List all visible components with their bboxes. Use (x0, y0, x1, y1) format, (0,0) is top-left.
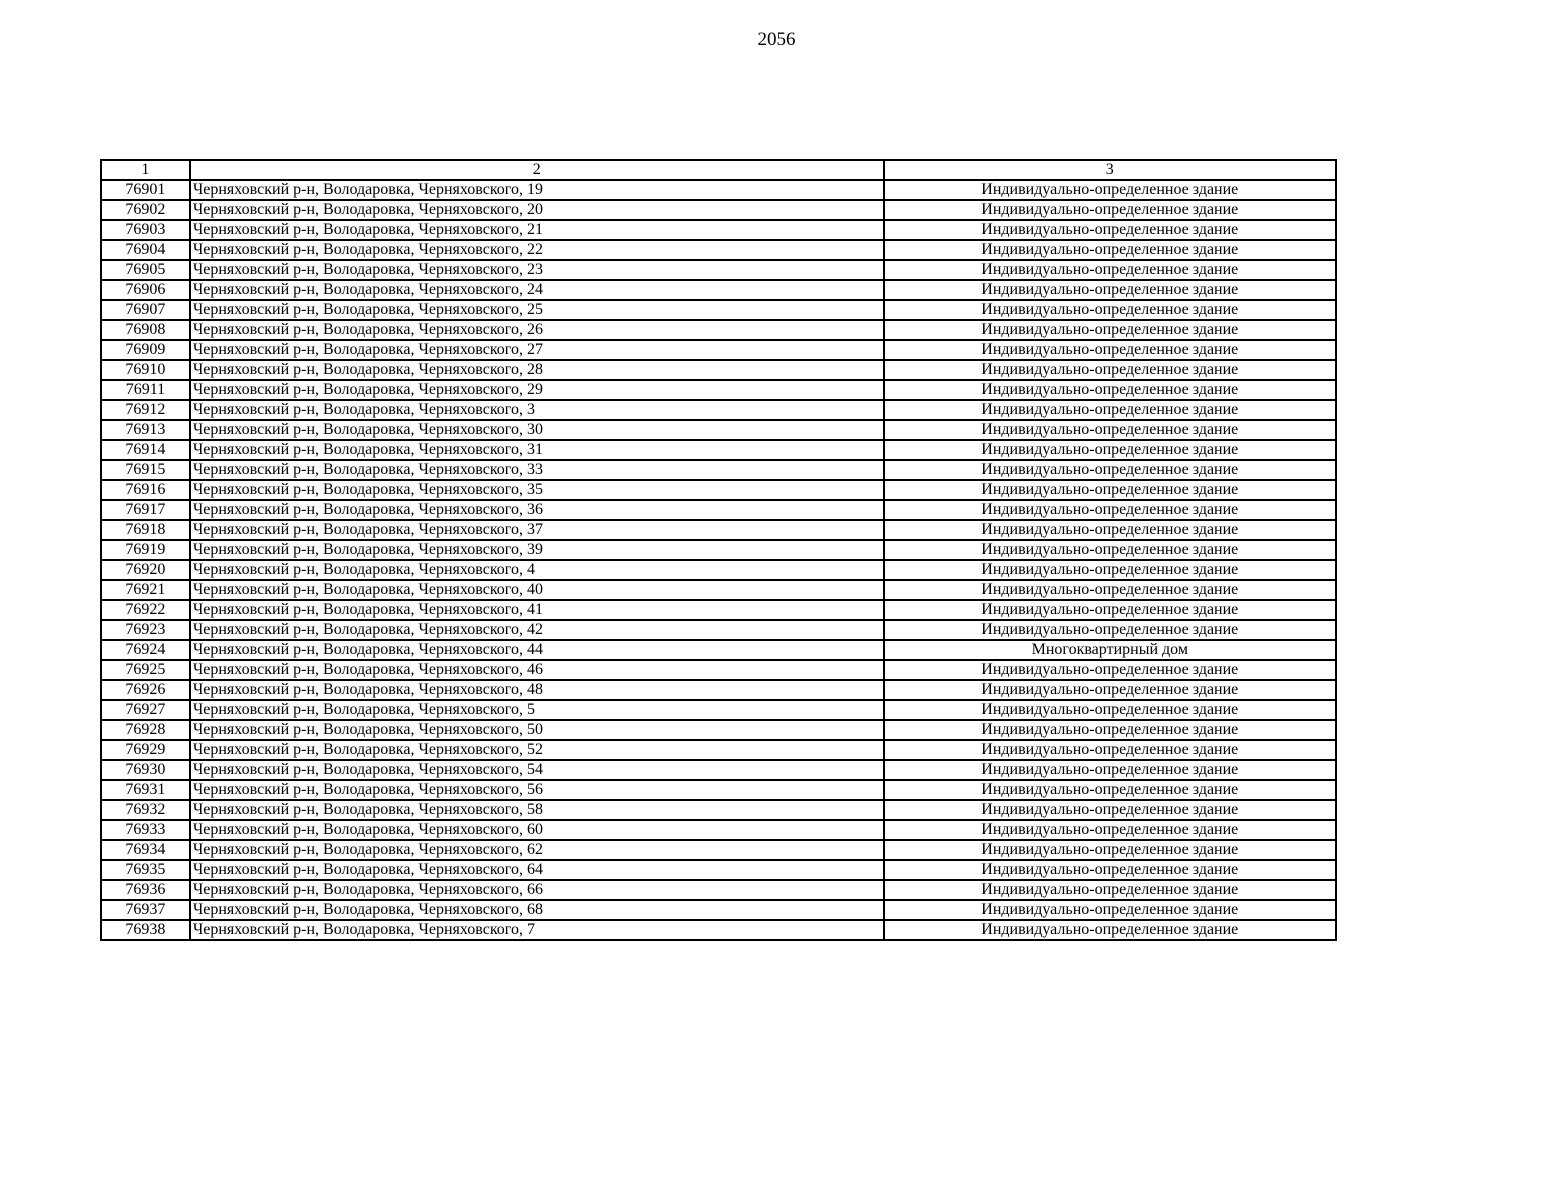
record-number-cell: 76916 (101, 480, 190, 500)
record-number-cell: 76928 (101, 720, 190, 740)
record-number-cell: 76924 (101, 640, 190, 660)
table-row (101, 440, 1336, 460)
table-row (101, 600, 1336, 620)
object-type-cell: Индивидуально-определенное здание (884, 820, 1336, 840)
address-cell: Черняховский р-н, Володаровка, Черняховского, 20 (190, 200, 884, 220)
address-cell: Черняховский р-н, Володаровка, Черняховского, 48 (190, 680, 884, 700)
object-type-cell: Индивидуально-определенное здание (884, 540, 1336, 560)
address-cell: Черняховский р-н, Володаровка, Черняховского, 60 (190, 820, 884, 840)
object-type-cell: Индивидуально-определенное здание (884, 480, 1336, 500)
record-number-cell: 76922 (101, 600, 190, 620)
table-row (101, 300, 1336, 320)
record-number-cell: 76905 (101, 260, 190, 280)
object-type-cell: Индивидуально-определенное здание (884, 800, 1336, 820)
object-type-cell: Индивидуально-определенное здание (884, 580, 1336, 600)
table-row (101, 580, 1336, 600)
object-type-cell: Индивидуально-определенное здание (884, 660, 1336, 680)
address-cell: Черняховский р-н, Володаровка, Черняховского, 24 (190, 280, 884, 300)
header-cell-2: 2 (190, 160, 884, 180)
page-number: 2056 (757, 29, 796, 50)
table-row (101, 220, 1336, 240)
address-cell: Черняховский р-н, Володаровка, Черняховского, 35 (190, 480, 884, 500)
address-cell: Черняховский р-н, Володаровка, Черняховского, 37 (190, 520, 884, 540)
object-type-cell: Индивидуально-определенное здание (884, 680, 1336, 700)
table-row (101, 720, 1336, 740)
record-number-cell: 76901 (101, 180, 190, 200)
address-cell: Черняховский р-н, Володаровка, Черняховского, 42 (190, 620, 884, 640)
object-type-cell: Индивидуально-определенное здание (884, 240, 1336, 260)
record-number-cell: 76937 (101, 900, 190, 920)
record-number-cell: 76910 (101, 360, 190, 380)
address-cell: Черняховский р-н, Володаровка, Черняховского, 66 (190, 880, 884, 900)
table-body (101, 160, 1336, 940)
object-type-cell: Индивидуально-определенное здание (884, 380, 1336, 400)
record-number-cell: 76902 (101, 200, 190, 220)
address-cell: Черняховский р-н, Володаровка, Черняховского, 23 (190, 260, 884, 280)
table-row (101, 560, 1336, 580)
record-number-cell: 76904 (101, 240, 190, 260)
address-cell: Черняховский р-н, Володаровка, Черняховского, 41 (190, 600, 884, 620)
object-type-cell: Индивидуально-определенное здание (884, 620, 1336, 640)
record-number-cell: 76908 (101, 320, 190, 340)
table-row (101, 360, 1336, 380)
address-cell: Черняховский р-н, Володаровка, Черняховского, 58 (190, 800, 884, 820)
table-row (101, 700, 1336, 720)
table-row (101, 500, 1336, 520)
object-type-cell: Индивидуально-определенное здание (884, 900, 1336, 920)
object-type-cell: Индивидуально-определенное здание (884, 460, 1336, 480)
table-row (101, 640, 1336, 660)
table-row (101, 480, 1336, 500)
table-row (101, 840, 1336, 860)
object-type-cell: Индивидуально-определенное здание (884, 780, 1336, 800)
address-cell: Черняховский р-н, Володаровка, Черняховского, 46 (190, 660, 884, 680)
record-number-cell: 76932 (101, 800, 190, 820)
object-type-cell: Индивидуально-определенное здание (884, 880, 1336, 900)
record-number-cell: 76921 (101, 580, 190, 600)
object-type-cell: Индивидуально-определенное здание (884, 860, 1336, 880)
address-cell: Черняховский р-н, Володаровка, Черняховского, 36 (190, 500, 884, 520)
table-row (101, 320, 1336, 340)
object-type-cell: Индивидуально-определенное здание (884, 500, 1336, 520)
table-row (101, 240, 1336, 260)
table-row (101, 900, 1336, 920)
address-cell: Черняховский р-н, Володаровка, Черняховского, 26 (190, 320, 884, 340)
record-number-cell: 76907 (101, 300, 190, 320)
table-row (101, 200, 1336, 220)
object-type-cell: Индивидуально-определенное здание (884, 320, 1336, 340)
object-type-cell: Индивидуально-определенное здание (884, 220, 1336, 240)
table-row (101, 540, 1336, 560)
address-cell: Черняховский р-н, Володаровка, Черняховского, 54 (190, 760, 884, 780)
record-number-cell: 76914 (101, 440, 190, 460)
object-type-cell: Индивидуально-определенное здание (884, 920, 1336, 940)
record-number-cell: 76938 (101, 920, 190, 940)
object-type-cell: Индивидуально-определенное здание (884, 740, 1336, 760)
address-cell: Черняховский р-н, Володаровка, Черняховского, 44 (190, 640, 884, 660)
table-row (101, 680, 1336, 700)
table-row (101, 660, 1336, 680)
object-type-cell: Индивидуально-определенное здание (884, 280, 1336, 300)
address-cell: Черняховский р-н, Володаровка, Черняховского, 29 (190, 380, 884, 400)
table-row (101, 740, 1336, 760)
record-number-cell: 76929 (101, 740, 190, 760)
record-number-cell: 76933 (101, 820, 190, 840)
address-cell: Черняховский р-н, Володаровка, Черняховского, 21 (190, 220, 884, 240)
record-number-cell: 76920 (101, 560, 190, 580)
address-cell: Черняховский р-н, Володаровка, Черняховского, 40 (190, 580, 884, 600)
object-type-cell: Индивидуально-определенное здание (884, 560, 1336, 580)
record-number-cell: 76919 (101, 540, 190, 560)
record-number-cell: 76917 (101, 500, 190, 520)
table-row (101, 260, 1336, 280)
record-number-cell: 76909 (101, 340, 190, 360)
object-type-cell: Индивидуально-определенное здание (884, 600, 1336, 620)
object-type-cell: Индивидуально-определенное здание (884, 520, 1336, 540)
record-number-cell: 76930 (101, 760, 190, 780)
record-number-cell: 76925 (101, 660, 190, 680)
record-number-cell: 76931 (101, 780, 190, 800)
table-row (101, 420, 1336, 440)
record-number-cell: 76927 (101, 700, 190, 720)
address-cell: Черняховский р-н, Володаровка, Черняховского, 30 (190, 420, 884, 440)
record-number-cell: 76935 (101, 860, 190, 880)
address-cell: Черняховский р-н, Володаровка, Черняховского, 52 (190, 740, 884, 760)
object-type-cell: Индивидуально-определенное здание (884, 200, 1336, 220)
record-number-cell: 76913 (101, 420, 190, 440)
table-row (101, 760, 1336, 780)
table-row (101, 820, 1336, 840)
record-number-cell: 76906 (101, 280, 190, 300)
table-row (101, 620, 1336, 640)
table-row (101, 340, 1336, 360)
object-type-cell: Индивидуально-определенное здание (884, 300, 1336, 320)
object-type-cell: Многоквартирный дом (884, 640, 1336, 660)
object-type-cell: Индивидуально-определенное здание (884, 340, 1336, 360)
register-table (100, 159, 1337, 941)
address-cell: Черняховский р-н, Володаровка, Черняховского, 4 (190, 560, 884, 580)
table-row (101, 280, 1336, 300)
address-cell: Черняховский р-н, Володаровка, Черняховского, 68 (190, 900, 884, 920)
address-cell: Черняховский р-н, Володаровка, Черняховского, 25 (190, 300, 884, 320)
table-header-row (101, 160, 1336, 180)
table-row (101, 460, 1336, 480)
address-cell: Черняховский р-н, Володаровка, Черняховского, 19 (190, 180, 884, 200)
record-number-cell: 76912 (101, 400, 190, 420)
address-cell: Черняховский р-н, Володаровка, Черняховского, 7 (190, 920, 884, 940)
table-row (101, 880, 1336, 900)
record-number-cell: 76915 (101, 460, 190, 480)
address-cell: Черняховский р-н, Володаровка, Черняховского, 64 (190, 860, 884, 880)
object-type-cell: Индивидуально-определенное здание (884, 360, 1336, 380)
object-type-cell: Индивидуально-определенное здание (884, 720, 1336, 740)
address-cell: Черняховский р-н, Володаровка, Черняховского, 22 (190, 240, 884, 260)
header-cell-1: 1 (101, 160, 190, 180)
record-number-cell: 76926 (101, 680, 190, 700)
record-number-cell: 76934 (101, 840, 190, 860)
address-cell: Черняховский р-н, Володаровка, Черняховского, 28 (190, 360, 884, 380)
record-number-cell: 76936 (101, 880, 190, 900)
table-row (101, 520, 1336, 540)
object-type-cell: Индивидуально-определенное здание (884, 260, 1336, 280)
object-type-cell: Индивидуально-определенное здание (884, 700, 1336, 720)
record-number-cell: 76923 (101, 620, 190, 640)
record-number-cell: 76911 (101, 380, 190, 400)
record-number-cell: 76918 (101, 520, 190, 540)
object-type-cell: Индивидуально-определенное здание (884, 180, 1336, 200)
table-row (101, 860, 1336, 880)
address-cell: Черняховский р-н, Володаровка, Черняховского, 39 (190, 540, 884, 560)
address-cell: Черняховский р-н, Володаровка, Черняховского, 50 (190, 720, 884, 740)
table-row (101, 180, 1336, 200)
header-cell-3: 3 (884, 160, 1336, 180)
object-type-cell: Индивидуально-определенное здание (884, 440, 1336, 460)
object-type-cell: Индивидуально-определенное здание (884, 400, 1336, 420)
address-cell: Черняховский р-н, Володаровка, Черняховского, 56 (190, 780, 884, 800)
record-number-cell: 76903 (101, 220, 190, 240)
address-cell: Черняховский р-н, Володаровка, Черняховского, 3 (190, 400, 884, 420)
address-cell: Черняховский р-н, Володаровка, Черняховского, 31 (190, 440, 884, 460)
object-type-cell: Индивидуально-определенное здание (884, 760, 1336, 780)
address-cell: Черняховский р-н, Володаровка, Черняховского, 62 (190, 840, 884, 860)
table-row (101, 400, 1336, 420)
object-type-cell: Индивидуально-определенное здание (884, 840, 1336, 860)
table-row (101, 780, 1336, 800)
address-cell: Черняховский р-н, Володаровка, Черняховского, 33 (190, 460, 884, 480)
object-type-cell: Индивидуально-определенное здание (884, 420, 1336, 440)
table-row (101, 380, 1336, 400)
address-cell: Черняховский р-н, Володаровка, Черняховского, 27 (190, 340, 884, 360)
table-row (101, 920, 1336, 940)
table-row (101, 800, 1336, 820)
address-cell: Черняховский р-н, Володаровка, Черняховского, 5 (190, 700, 884, 720)
